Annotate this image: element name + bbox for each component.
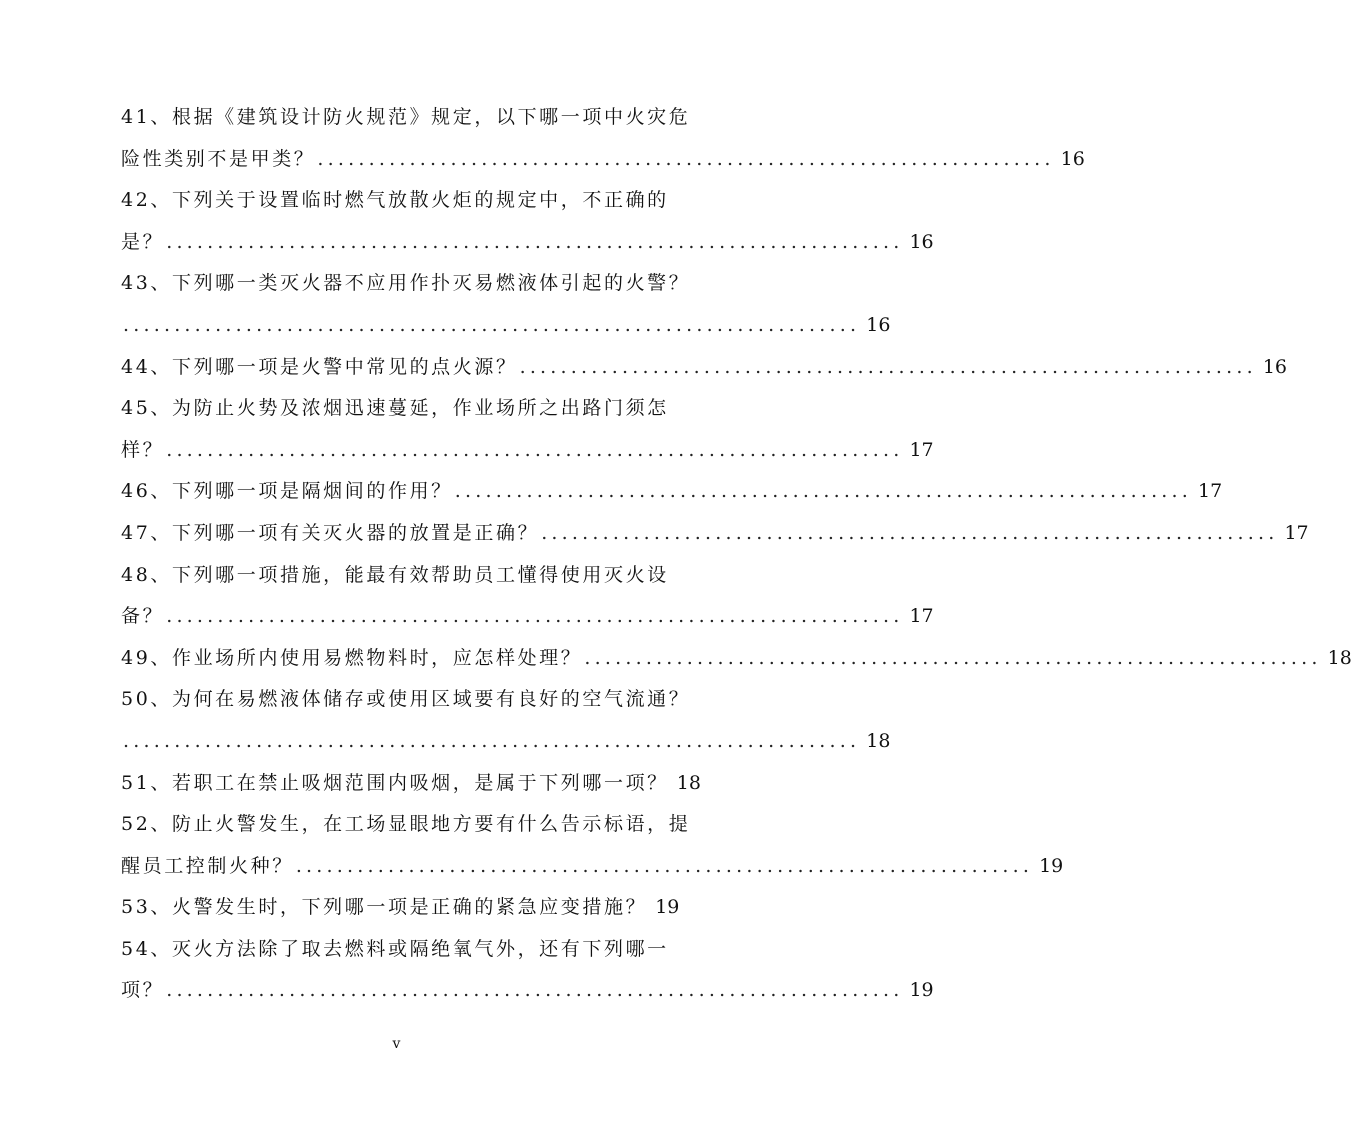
- toc-page-number: 16: [866, 313, 891, 336]
- leader-dots: ........................................................................: [123, 313, 861, 336]
- toc-entry-text: 43、下列哪一类灭火器不应用作扑灭易燃液体引起的火警？: [121, 272, 691, 295]
- toc-entry-46[interactable]: [121, 471, 1223, 513]
- toc-page-number: 18: [1327, 646, 1352, 669]
- leader-dots: ........................................................................: [519, 355, 1257, 378]
- toc-entry-43[interactable]: [121, 263, 891, 346]
- toc-page-number: 17: [909, 438, 934, 461]
- toc-page-number: 18: [866, 729, 891, 752]
- toc-entry-text: 41、根据《建筑设计防火规范》规定，以下哪一项中火灾危: [121, 106, 691, 128]
- leader-dots: ........................................................................: [584, 646, 1322, 669]
- toc-page-number: 19: [655, 896, 680, 919]
- toc-entry-text: 51、若职工在禁止吸烟范围内吸烟，是属于下列哪一项？: [121, 771, 669, 794]
- toc-entry-text-cont: 备？: [121, 605, 165, 628]
- toc-entry-text-cont: 是？: [121, 230, 165, 253]
- toc-page-number: 17: [1284, 521, 1309, 544]
- toc-entry-text: 49、作业场所内使用易燃物料时，应怎样处理？: [121, 646, 583, 669]
- toc-page-number: 19: [909, 979, 934, 1002]
- toc-entry-41[interactable]: [121, 97, 1085, 180]
- leader-dots: ........................................................................: [454, 480, 1193, 503]
- toc-entry-text-cont: 样？: [121, 438, 165, 461]
- toc-entry-text-cont: 项？: [121, 979, 165, 1002]
- toc-entry-45[interactable]: [121, 388, 934, 471]
- toc-entry-text: 44、下列哪一项是火警中常见的点火源？: [121, 355, 518, 378]
- toc-entry-text: 50、为何在易燃液体储存或使用区域要有良好的空气流通？: [121, 688, 691, 711]
- toc-entry-text: 54、灭火方法除了取去燃料或隔绝氧气外，还有下列哪一: [121, 937, 669, 960]
- toc-entry-text: 48、下列哪一项措施，能最有效帮助员工懂得使用灭火设: [121, 563, 669, 586]
- toc-page-number: 16: [909, 230, 934, 253]
- toc-page-number: 17: [909, 605, 934, 628]
- toc-entry-49[interactable]: [121, 638, 1352, 680]
- toc-entry-text: 53、火警发生时，下列哪一项是正确的紧急应变措施？: [121, 896, 648, 919]
- toc-page-number: 18: [676, 771, 701, 794]
- toc-page-number: 16: [1060, 147, 1085, 170]
- leader-dots: ........................................................................: [166, 230, 904, 253]
- leader-dots: ........................................................................: [295, 854, 1034, 877]
- toc-entry-text: 42、下列关于设置临时燃气放散火炬的规定中，不正确的: [121, 189, 669, 212]
- leader-dots: ........................................................................: [123, 729, 861, 752]
- toc-page-number: 16: [1262, 355, 1288, 378]
- table-of-contents: [121, 97, 1352, 1012]
- toc-entry-54[interactable]: [121, 929, 934, 1012]
- toc-entry-42[interactable]: [121, 180, 934, 263]
- toc-entry-47[interactable]: [121, 513, 1309, 555]
- toc-entry-48[interactable]: [121, 555, 934, 638]
- toc-entry-44[interactable]: [121, 347, 1288, 389]
- toc-entry-52[interactable]: [121, 804, 1064, 887]
- toc-entry-text: 47、下列哪一项有关灭火器的放置是正确？: [121, 521, 540, 544]
- leader-dots: ........................................................................: [166, 605, 904, 628]
- toc-page-number: 19: [1039, 854, 1064, 877]
- toc-entry-text-cont: 醒员工控制火种？: [121, 854, 294, 877]
- toc-entry-53[interactable]: [121, 887, 680, 929]
- leader-dots: ........................................................................: [541, 521, 1279, 544]
- leader-dots: ........................................................................: [166, 979, 904, 1002]
- leader-dots: ........................................................................: [317, 147, 1055, 170]
- toc-entry-51[interactable]: [121, 763, 701, 805]
- page-footer-number: v: [392, 1036, 401, 1052]
- toc-entry-text-cont: 险性类别不是甲类？: [121, 147, 316, 170]
- toc-page-number: 17: [1198, 480, 1223, 503]
- toc-entry-50[interactable]: [121, 679, 891, 762]
- leader-dots: ........................................................................: [166, 438, 904, 461]
- toc-entry-text: 45、为防止火势及浓烟迅速蔓延，作业场所之出路门须怎: [121, 397, 669, 420]
- toc-entry-text: 52、防止火警发生，在工场显眼地方要有什么告示标语，提: [121, 813, 691, 836]
- toc-entry-text: 46、下列哪一项是隔烟间的作用？: [121, 480, 453, 503]
